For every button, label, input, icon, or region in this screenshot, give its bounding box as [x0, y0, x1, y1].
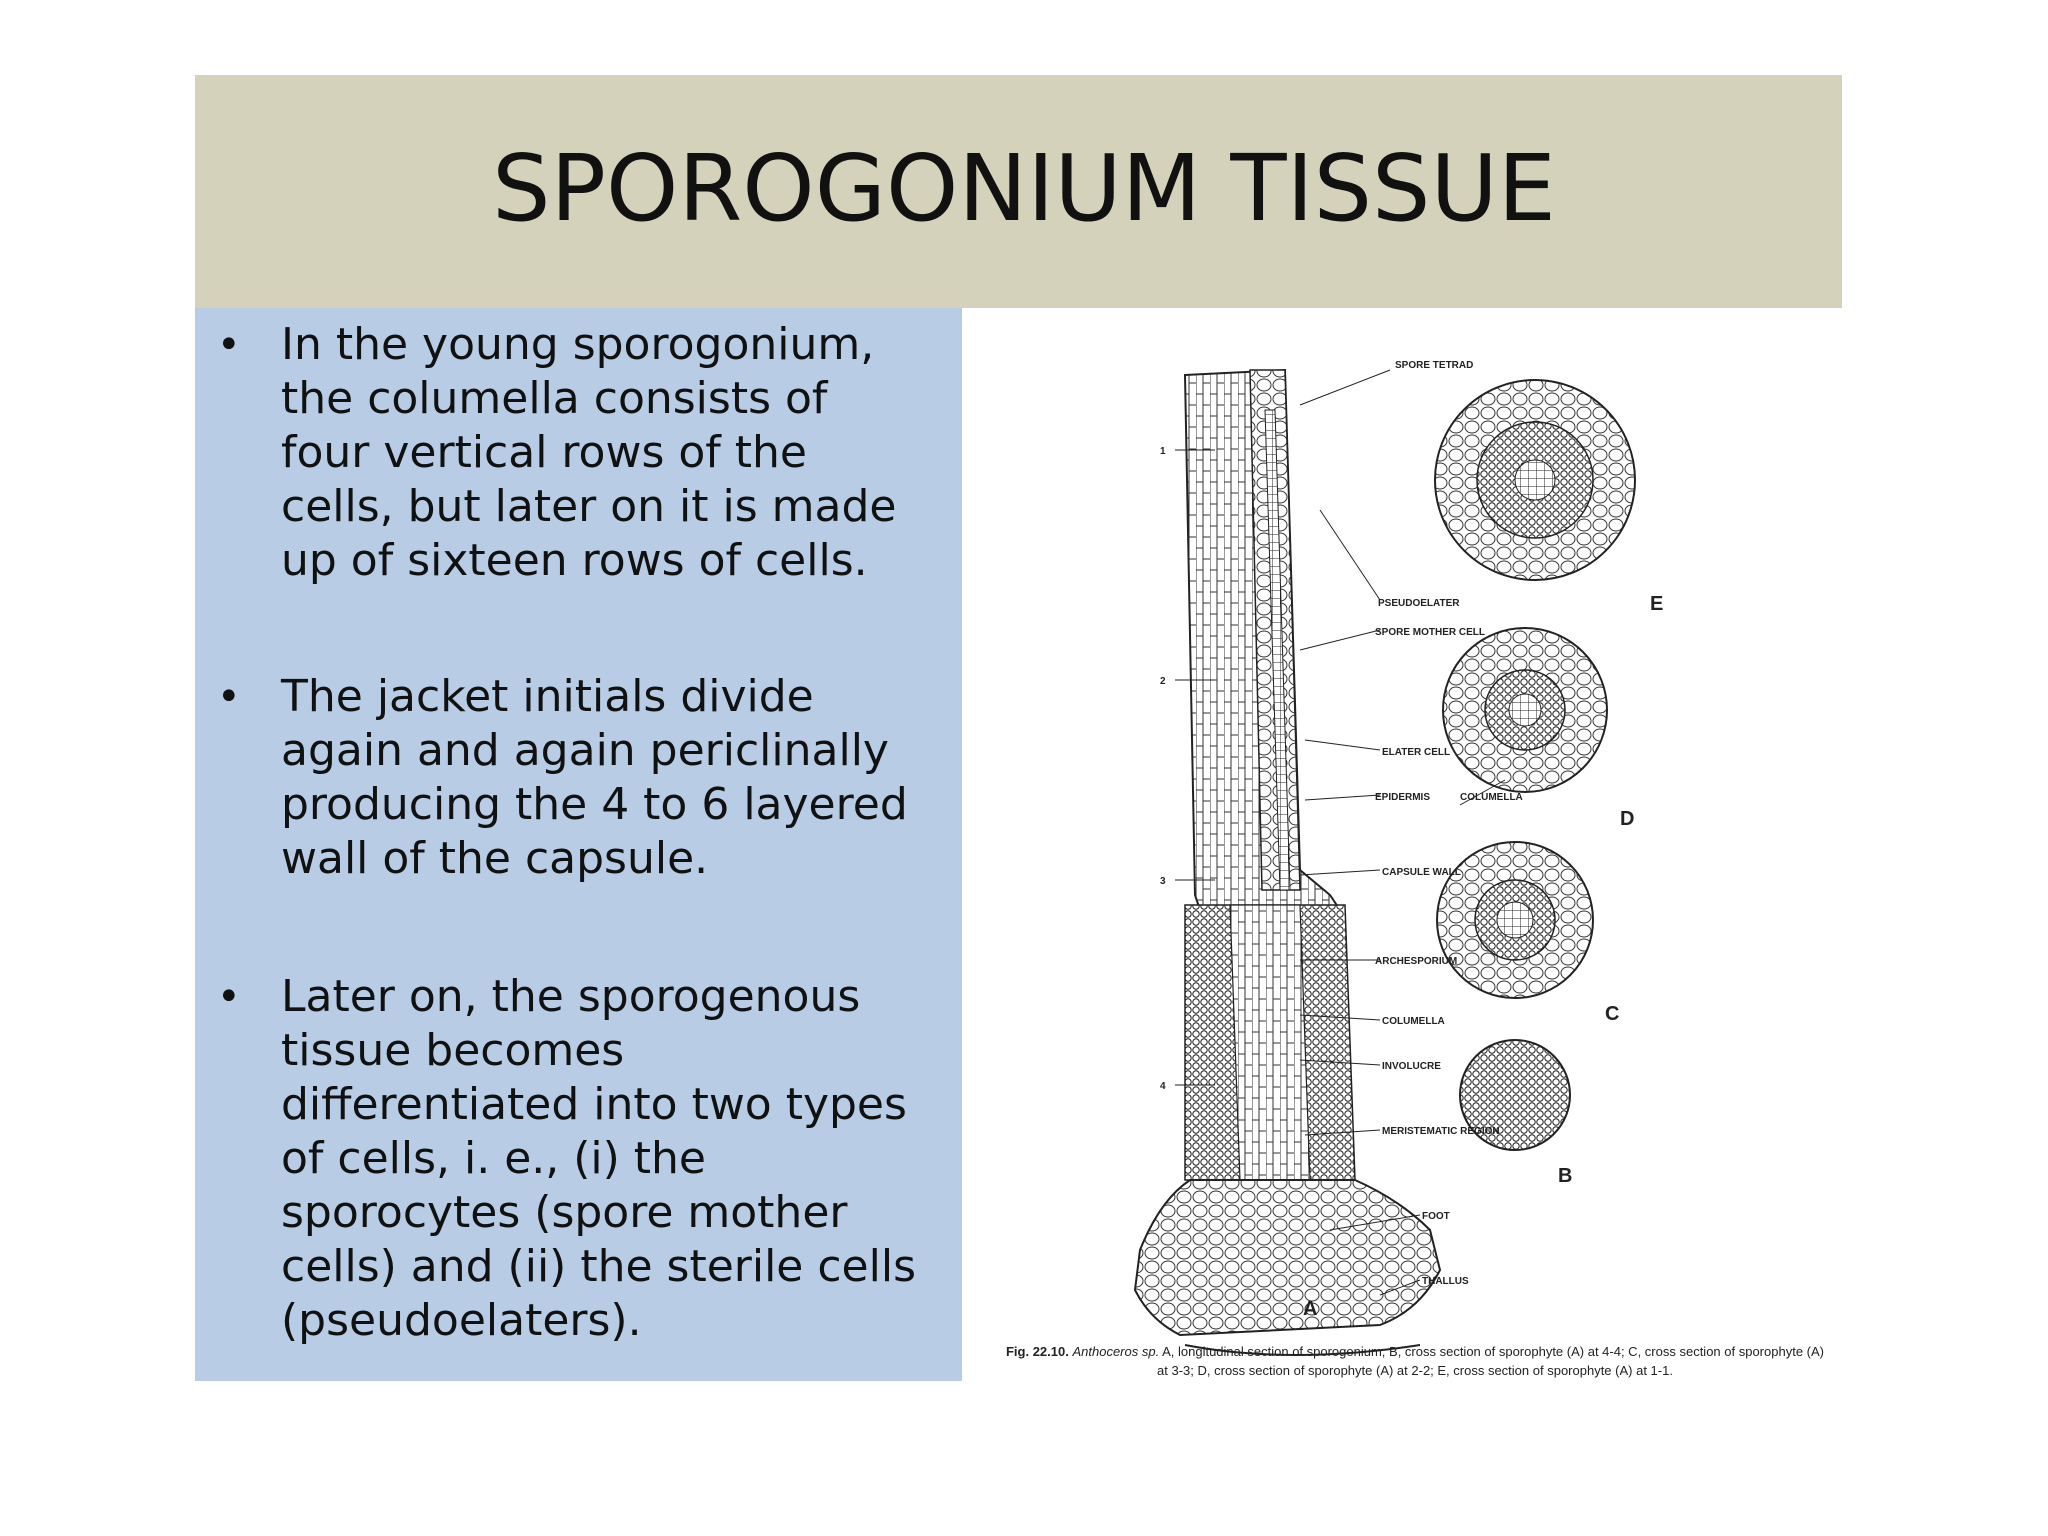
label-thallus: THALLUS [1422, 1276, 1469, 1287]
level-4-left: 4 [1160, 1081, 1166, 1092]
label-epidermis: EPIDERMIS [1375, 792, 1431, 803]
label-foot: FOOT [1422, 1211, 1450, 1222]
bullet-text-2: The jacket initials divide again and again periclinally producing the 4 to 6 layered wall of the capsule. [281, 671, 908, 884]
panel-label-C: C [1605, 1003, 1620, 1025]
caption-body: A, longitudinal section of sporogonium; B, cross section of sporophyte (A) at 4-4; C, cross section of sporophyte (A) at 3-3; D, cross section of sporophyte (A) at 2-2; E, cross section of sporophyte (A) at 1-1. [1157, 1344, 1824, 1378]
panel-label-A: A [1303, 1298, 1318, 1320]
longitudinal-section-A [1135, 370, 1440, 1355]
label-involucre: INVOLUCRE [1382, 1061, 1441, 1072]
cross-section-E [1435, 380, 1663, 615]
level-1-left: 1 [1160, 446, 1166, 457]
bullet-dot: • [217, 322, 241, 368]
bullet-text-1: In the young sporogonium, the columella consists of four vertical rows of the cells, but later on it is made up of sixteen rows of cells. [281, 319, 897, 586]
bullet-text-3: Later on, the sporogenous tissue becomes differentiated into two types of cells, i. e., (i) the sporocytes (spore mother cells) and (ii) the sterile cells (pseudoelaters). [281, 971, 916, 1346]
figure-caption [1000, 1342, 1830, 1380]
bullet-panel [195, 308, 962, 1381]
label-elater-cell: ELATER CELL [1382, 747, 1451, 758]
slide-title: SPOROGONIUM TISSUE [492, 135, 1556, 242]
panel-label-E: E [1650, 593, 1664, 615]
label-columella: COLUMELLA [1382, 1016, 1445, 1027]
bullet-dot: • [217, 974, 241, 1020]
level-2-left: 2 [1160, 676, 1166, 687]
label-spore-mother-cell: SPORE MOTHER CELL [1375, 627, 1486, 638]
label-capsule-wall: CAPSULE WALL [1382, 867, 1461, 878]
cross-section-C [1437, 842, 1619, 1025]
label-columella-d: COLUMELLA [1460, 792, 1523, 803]
level-3-left: 3 [1160, 876, 1166, 887]
cross-section-B [1460, 1040, 1572, 1187]
panel-label-B: B [1558, 1165, 1573, 1187]
label-pseudoelater: PSEUDOELATER [1378, 598, 1460, 609]
label-spore-tetrad: SPORE TETRAD [1395, 360, 1474, 371]
caption-prefix: Fig. 22.10. [1005, 1344, 1069, 1359]
label-archesporium: ARCHESPORIUM [1375, 956, 1458, 967]
label-meristematic-region: MERISTEMATIC REGION [1382, 1126, 1500, 1137]
bullet-dot: • [217, 674, 241, 720]
sporogonium-figure [1000, 350, 1840, 1440]
caption-genus: Anthoceros sp. [1072, 1344, 1160, 1359]
panel-label-D: D [1620, 808, 1635, 830]
